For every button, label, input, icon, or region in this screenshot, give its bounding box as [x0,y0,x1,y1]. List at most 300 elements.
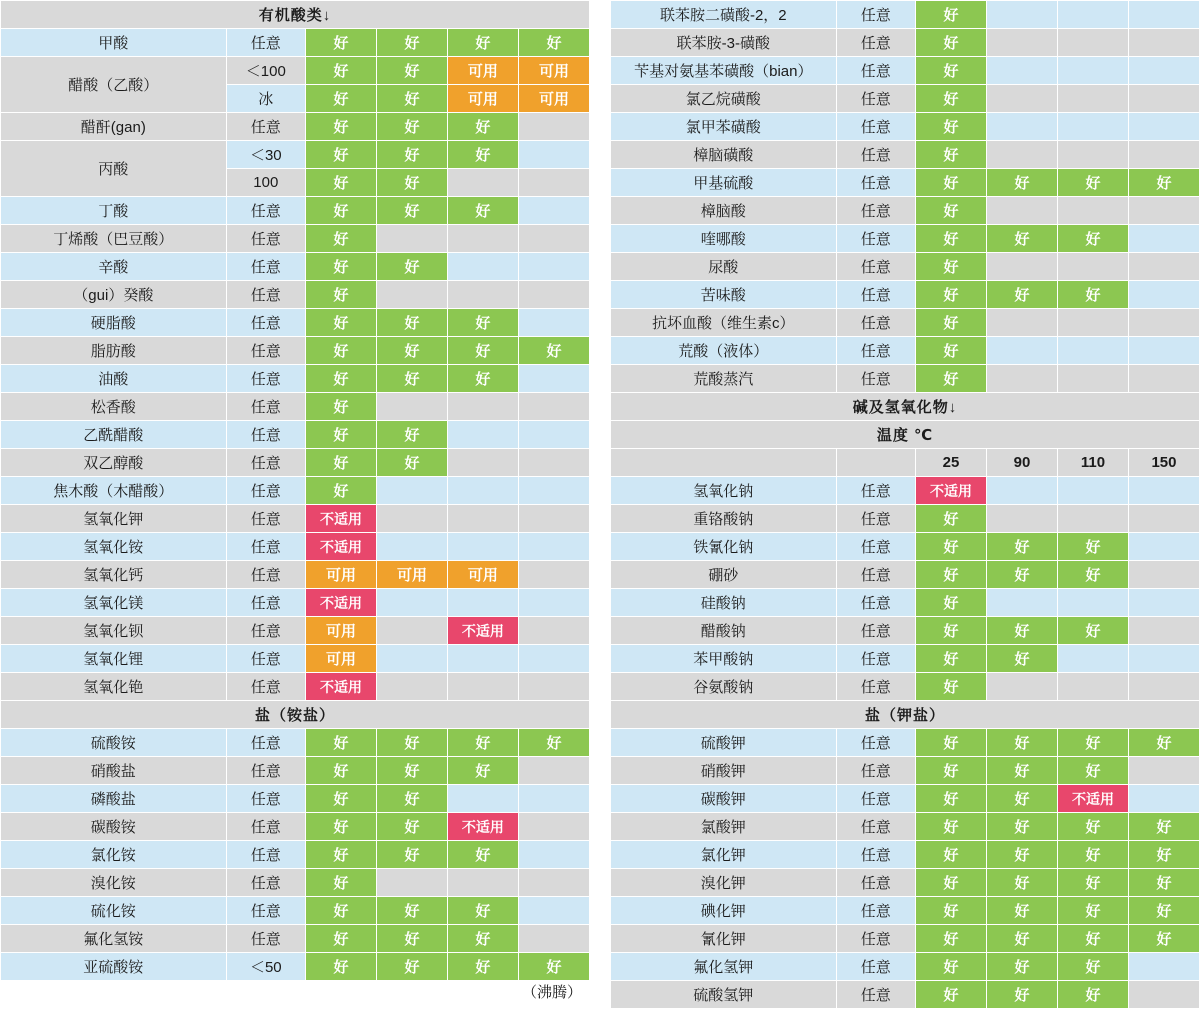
rating-cell: 不适用 [306,673,376,700]
chemical-name: 苯甲酸钠 [611,645,836,672]
table-row [1,29,589,56]
chemical-name: 荒酸（液体） [611,337,836,364]
concentration-value: 任意 [837,897,915,924]
table-row [611,561,1199,588]
concentration-value: 任意 [227,897,305,924]
chemical-name: 双乙醇酸 [1,449,226,476]
concentration-value: 任意 [227,533,305,560]
concentration-value: 任意 [227,589,305,616]
rating-cell [448,505,518,532]
table-row [1,449,589,476]
rating-cell: 好 [377,253,447,280]
chemical-name: 氢氧化钠 [611,477,836,504]
table-row [611,953,1199,980]
rating-cell: 好 [306,393,376,420]
chemical-name: 硫化铵 [1,897,226,924]
rating-cell: 可用 [306,617,376,644]
rating-cell: 好 [306,449,376,476]
rating-cell [519,925,589,952]
right-column [610,0,1200,1026]
rating-cell: 好 [377,29,447,56]
rating-cell [519,813,589,840]
chemical-name: 氢氧化钾 [1,505,226,532]
rating-cell [1129,1,1199,28]
rating-cell: 好 [987,225,1057,252]
rating-cell [377,477,447,504]
table-row [611,141,1199,168]
rating-cell: 好 [987,953,1057,980]
rating-cell: 好 [1058,617,1128,644]
spacer-cell [611,449,836,476]
rating-cell [377,617,447,644]
rating-cell [448,785,518,812]
rating-cell: 好 [306,477,376,504]
rating-cell: 好 [916,757,986,784]
temperature-unit-label: 温度 ℃ [611,421,1199,448]
concentration-value: 任意 [227,337,305,364]
chemical-name: （gui）癸酸 [1,281,226,308]
table-row [611,477,1199,504]
concentration-value: 任意 [227,505,305,532]
table-row [611,981,1199,1008]
rating-cell: 好 [916,57,986,84]
table-row [611,869,1199,896]
concentration-value: 任意 [227,869,305,896]
table-row [611,337,1199,364]
table-row [611,197,1199,224]
rating-cell [519,561,589,588]
rating-cell [987,141,1057,168]
table-row [1,841,589,868]
chemical-name: 硫酸铵 [1,729,226,756]
chemical-name: 溴化钾 [611,869,836,896]
chemical-name: 氢氧化钡 [1,617,226,644]
rating-cell: 可用 [306,561,376,588]
rating-cell: 好 [448,337,518,364]
table-row [611,365,1199,392]
rating-cell [987,29,1057,56]
rating-cell [377,505,447,532]
rating-cell: 好 [987,729,1057,756]
concentration-value: 任意 [837,1,915,28]
rating-cell: 可用 [519,85,589,112]
table-row [611,645,1199,672]
rating-cell [377,225,447,252]
rating-cell: 好 [916,533,986,560]
rating-cell: 好 [916,169,986,196]
rating-cell: 好 [448,113,518,140]
concentration-value: 任意 [227,729,305,756]
rating-cell: 好 [987,617,1057,644]
section-header: 盐（铵盐） [1,701,589,728]
rating-cell: 好 [916,589,986,616]
rating-cell [1058,645,1128,672]
chemical-name: 丁烯酸（巴豆酸） [1,225,226,252]
rating-cell: 好 [306,813,376,840]
rating-cell [448,281,518,308]
table-row [1,505,589,532]
rating-cell [519,141,589,168]
rating-cell: 好 [377,925,447,952]
concentration-value: 任意 [837,141,915,168]
rating-cell: 好 [306,841,376,868]
concentration-value: 任意 [837,813,915,840]
rating-cell [1058,505,1128,532]
rating-cell: 好 [916,561,986,588]
rating-cell [1058,673,1128,700]
chemical-name: 碳酸钾 [611,785,836,812]
rating-cell: 好 [377,897,447,924]
right-table [610,0,1200,1009]
chemical-name: 联苯胺二磺酸-2，2 [611,1,836,28]
rating-cell: 好 [987,897,1057,924]
chemical-name: 硝酸盐 [1,757,226,784]
rating-cell: 好 [1129,841,1199,868]
rating-cell [1129,477,1199,504]
chemical-name: 硬脂酸 [1,309,226,336]
rating-cell: 好 [306,897,376,924]
chemical-name: 氢氧化镁 [1,589,226,616]
chemical-name: 丁酸 [1,197,226,224]
temperature-column-header: 90 [987,449,1057,476]
rating-cell [1058,197,1128,224]
table-row [1,645,589,672]
concentration-value: 任意 [837,197,915,224]
rating-cell [987,673,1057,700]
rating-cell [1058,1,1128,28]
rating-cell: 好 [448,757,518,784]
table-row [1,281,589,308]
chemical-name: 氢氧化钙 [1,561,226,588]
rating-cell: 好 [306,57,376,84]
rating-cell [519,533,589,560]
rating-cell: 好 [306,421,376,448]
concentration-value: ＜50 [227,953,305,980]
rating-cell [519,253,589,280]
rating-cell: 好 [377,449,447,476]
table-row [1,673,589,700]
rating-cell: 好 [306,309,376,336]
rating-cell: 好 [306,225,376,252]
rating-cell [519,785,589,812]
table-row [611,729,1199,756]
rating-cell: 好 [306,197,376,224]
rating-cell [1129,253,1199,280]
chemical-name: 氟化氢铵 [1,925,226,952]
table-row [1,785,589,812]
rating-cell: 好 [916,309,986,336]
rating-cell: 好 [987,841,1057,868]
rating-cell: 好 [306,169,376,196]
concentration-value: 任意 [837,365,915,392]
rating-cell [448,533,518,560]
table-row [1,141,589,168]
rating-cell: 好 [448,141,518,168]
rating-cell: 好 [519,29,589,56]
concentration-value: 任意 [837,253,915,280]
rating-cell: 好 [1058,841,1128,868]
rating-cell: 好 [377,785,447,812]
rating-cell [1129,617,1199,644]
rating-cell [1129,505,1199,532]
rating-cell [519,673,589,700]
rating-cell [987,365,1057,392]
rating-cell: 好 [916,645,986,672]
rating-cell: 好 [377,197,447,224]
rating-cell: 好 [377,841,447,868]
rating-cell [1129,29,1199,56]
table-row [1,309,589,336]
rating-cell [377,393,447,420]
chemical-name: 乙酰醋酸 [1,421,226,448]
chemical-name: 抗坏血酸（维生素c） [611,309,836,336]
rating-cell: 好 [1058,729,1128,756]
rating-cell [1058,57,1128,84]
rating-cell: 好 [377,141,447,168]
rating-cell: 好 [916,141,986,168]
rating-cell [1129,645,1199,672]
rating-cell [1058,85,1128,112]
chemical-name: 氢氧化锂 [1,645,226,672]
rating-cell: 好 [448,29,518,56]
rating-cell [1129,57,1199,84]
left-table [0,0,590,981]
rating-cell [1129,953,1199,980]
table-row [1,57,589,84]
rating-cell: 好 [987,561,1057,588]
rating-cell: 好 [306,281,376,308]
rating-cell: 好 [306,785,376,812]
concentration-value: 任意 [837,645,915,672]
table-row [1,113,589,140]
rating-cell [519,869,589,896]
table-row [1,365,589,392]
rating-cell [519,113,589,140]
rating-cell: 好 [987,813,1057,840]
rating-cell: 好 [306,953,376,980]
table-row [611,309,1199,336]
rating-cell [519,841,589,868]
rating-cell: 好 [448,365,518,392]
rating-cell [987,477,1057,504]
chemical-name: 氰化钾 [611,925,836,952]
rating-cell [1058,309,1128,336]
rating-cell: 可用 [377,561,447,588]
rating-cell: 好 [1058,533,1128,560]
rating-cell: 好 [987,981,1057,1008]
rating-cell [519,449,589,476]
concentration-value: 任意 [227,393,305,420]
chemical-name: 苄基对氨基苯磺酸（bian） [611,57,836,84]
rating-cell [519,169,589,196]
chemical-name: 醋酐(gan) [1,113,226,140]
rating-cell: 好 [987,757,1057,784]
rating-cell: 好 [916,113,986,140]
table-row [1,757,589,784]
rating-cell: 好 [306,337,376,364]
chemical-name: 松香酸 [1,393,226,420]
rating-cell: 可用 [448,85,518,112]
chemical-name: 醋酸钠 [611,617,836,644]
left-column [0,0,590,1026]
rating-cell [377,589,447,616]
rating-cell [519,421,589,448]
table-row [611,757,1199,784]
concentration-value: 任意 [227,757,305,784]
rating-cell [1129,141,1199,168]
rating-cell [1058,365,1128,392]
rating-cell [519,617,589,644]
rating-cell [377,533,447,560]
concentration-value: 任意 [227,449,305,476]
rating-cell: 好 [1058,225,1128,252]
rating-cell: 好 [916,981,986,1008]
rating-cell [377,281,447,308]
rating-cell [519,197,589,224]
chemical-name: 硫酸钾 [611,729,836,756]
rating-cell [519,365,589,392]
table-row [1,225,589,252]
rating-cell: 好 [448,925,518,952]
rating-cell: 好 [377,85,447,112]
table-row [1,925,589,952]
rating-cell [519,309,589,336]
table-row [611,57,1199,84]
rating-cell: 好 [377,953,447,980]
rating-cell [519,393,589,420]
rating-cell [448,645,518,672]
rating-cell: 好 [987,169,1057,196]
rating-cell: 好 [916,29,986,56]
rating-cell: 好 [519,729,589,756]
rating-cell [1129,309,1199,336]
table-row [1,253,589,280]
rating-cell: 好 [1058,757,1128,784]
rating-cell: 好 [916,1,986,28]
rating-cell: 好 [916,505,986,532]
chemical-name: 硫酸氢钾 [611,981,836,1008]
rating-cell: 好 [377,337,447,364]
concentration-value: 任意 [227,673,305,700]
concentration-value: 任意 [837,785,915,812]
chemical-name: 甲基硫酸 [611,169,836,196]
rating-cell: 好 [1058,281,1128,308]
rating-cell [1129,225,1199,252]
concentration-value: 100 [227,169,305,196]
left-footnote: （沸腾） [0,981,590,1007]
concentration-value: 任意 [837,29,915,56]
rating-cell: 好 [1058,953,1128,980]
rating-cell: 不适用 [916,477,986,504]
chemical-name: 氢氧化铯 [1,673,226,700]
concentration-value: 任意 [227,365,305,392]
table-row [1,561,589,588]
rating-cell: 好 [916,673,986,700]
rating-cell: 好 [448,729,518,756]
table-row [611,617,1199,644]
concentration-value: 任意 [837,729,915,756]
concentration-value: 任意 [837,309,915,336]
rating-cell [987,309,1057,336]
rating-cell [519,281,589,308]
chemical-name: 氢氧化铵 [1,533,226,560]
table-row [1,477,589,504]
table-row [1,337,589,364]
rating-cell: 好 [1129,925,1199,952]
rating-cell [519,757,589,784]
rating-cell: 好 [306,925,376,952]
rating-cell: 好 [916,253,986,280]
rating-cell: 不适用 [306,589,376,616]
temperature-column-header: 150 [1129,449,1199,476]
section-header: 有机酸类↓ [1,1,589,28]
rating-cell: 好 [377,113,447,140]
concentration-value: 任意 [227,253,305,280]
concentration-value: 任意 [227,645,305,672]
table-row [611,281,1199,308]
chemical-name: 脂肪酸 [1,337,226,364]
rating-cell: 好 [1058,813,1128,840]
concentration-value: 任意 [837,225,915,252]
rating-cell: 好 [1129,729,1199,756]
chemical-name: 碘化钾 [611,897,836,924]
concentration-value: 任意 [837,869,915,896]
table-row [611,505,1199,532]
concentration-value: 任意 [837,925,915,952]
rating-cell: 好 [1058,925,1128,952]
rating-cell [448,421,518,448]
chemical-name: 氯化钾 [611,841,836,868]
concentration-value: 任意 [227,29,305,56]
rating-cell: 好 [306,113,376,140]
rating-cell [1058,589,1128,616]
rating-cell: 好 [448,197,518,224]
table-row [611,813,1199,840]
chemical-name: 谷氨酸钠 [611,673,836,700]
rating-cell: 好 [916,729,986,756]
chemical-name: 醋酸（乙酸） [1,57,226,112]
table-row [1,897,589,924]
rating-cell: 好 [1058,169,1128,196]
concentration-value: 任意 [837,617,915,644]
rating-cell [1129,197,1199,224]
rating-cell [1129,785,1199,812]
chemical-name: 苦味酸 [611,281,836,308]
rating-cell: 好 [916,785,986,812]
table-row [611,253,1199,280]
rating-cell: 好 [1129,897,1199,924]
rating-cell: 好 [987,533,1057,560]
table-row [611,85,1199,112]
table-row [1,617,589,644]
concentration-value: 任意 [837,169,915,196]
rating-cell [448,673,518,700]
rating-cell: 好 [306,253,376,280]
concentration-value: 任意 [837,953,915,980]
rating-cell: 好 [1058,897,1128,924]
table-row [611,785,1199,812]
rating-cell: 可用 [448,561,518,588]
rating-cell: 好 [916,337,986,364]
rating-cell: 好 [987,645,1057,672]
chemical-name: 氟化氢钾 [611,953,836,980]
spacer-cell [837,449,915,476]
rating-cell: 不适用 [448,617,518,644]
chemical-name: 溴化铵 [1,869,226,896]
concentration-value: 任意 [837,281,915,308]
rating-cell: 好 [306,85,376,112]
chemical-name: 樟脑酸 [611,197,836,224]
